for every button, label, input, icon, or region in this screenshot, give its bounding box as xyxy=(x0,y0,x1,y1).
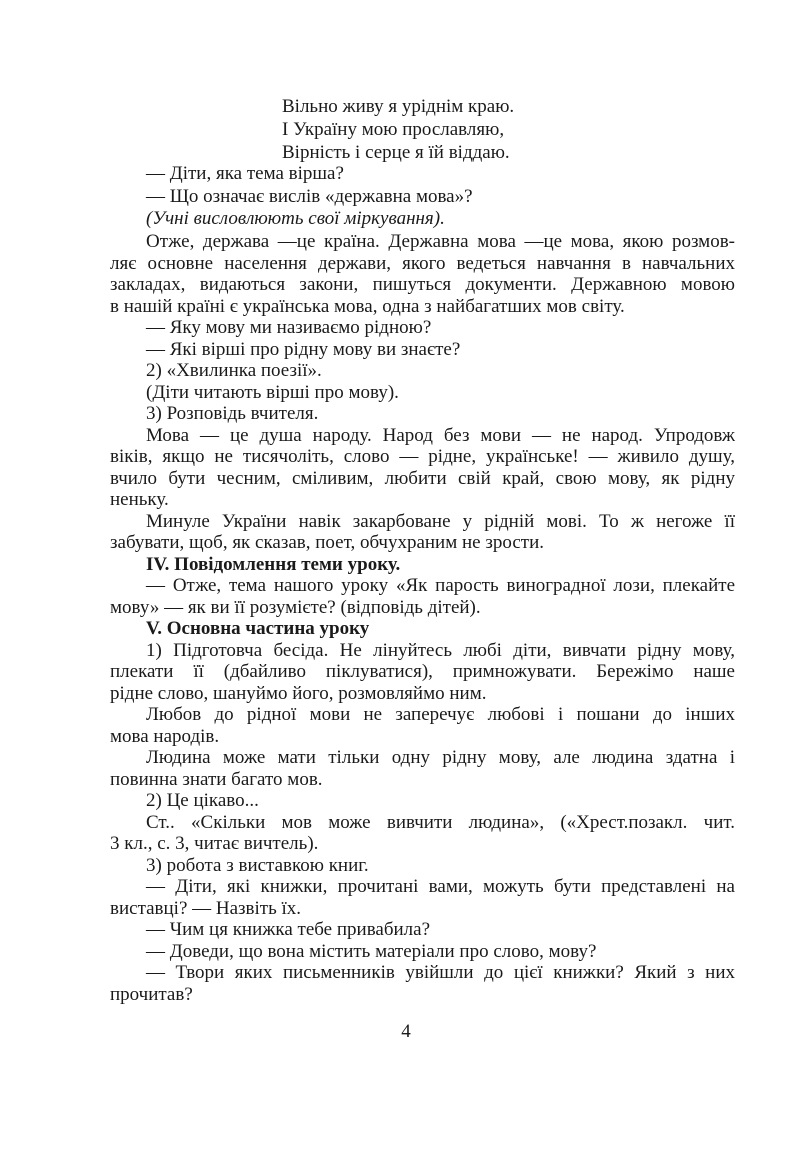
question-line: — Чим ця книжка тебе привабила? xyxy=(146,919,431,940)
paragraph-line: — Отже, тема нашого уроку «Як парость виноградної лози, плекайте xyxy=(146,575,735,596)
poem-line: Вірність і серце я їй віддаю. xyxy=(282,142,510,163)
paragraph-line: Минуле України навік закарбоване у рідній мові. То ж негоже її xyxy=(146,511,735,532)
paragraph-line: — Твори яких письменників увійшли до цієї книжки? Який з них xyxy=(146,962,735,983)
paragraph-line: 3 кл., с. 3, читає вичтель). xyxy=(110,833,319,854)
paragraph-line: Любов до рідної мови не заперечує любові і пошани до інших xyxy=(146,704,735,725)
list-item: 3) Розповідь вчителя. xyxy=(146,403,319,424)
question-line: — Що означає вислів «державна мова»? xyxy=(146,186,473,207)
paragraph-line: 1) Підготовча бесіда. Не лінуйтесь любі діти, вивчати рідну мову, xyxy=(146,640,735,661)
paragraph-line: Ст.. «Скільки мов може вивчити людина», («Хрест.позакл. чит. xyxy=(146,812,735,833)
list-item: 2) «Хвилинка поезії». xyxy=(146,360,322,381)
stage-direction: (Діти читають вірші про мову). xyxy=(146,382,399,403)
paragraph-line: вчило бути чесним, сміливим, любити свій край, свою мову, як рідну xyxy=(110,468,735,489)
page-number: 4 xyxy=(401,1021,411,1042)
paragraph-line: повинна знати багато мов. xyxy=(110,769,323,790)
paragraph-line: виставці? — Назвіть їх. xyxy=(110,898,302,919)
question-line: — Діти, яка тема вірша? xyxy=(146,163,344,184)
question-line: — Доведи, що вона містить матеріали про слово, мову? xyxy=(146,941,597,962)
paragraph-line: — Діти, які книжки, прочитані вами, можуть бути представлені на xyxy=(146,876,735,897)
paragraph-line: віків, якщо не тисячоліть, слово — рідне, українське! — живило душу, xyxy=(110,446,735,467)
paragraph-line: ляє основне населення держави, якого ведеться навчання в навчальних xyxy=(110,253,735,274)
list-item: 2) Це цікаво... xyxy=(146,790,259,811)
paragraph-line: в нашій країні є українська мова, одна з найбагатших мов світу. xyxy=(110,296,625,317)
section-heading: V. Основна частина уроку xyxy=(146,618,370,639)
section-heading: IV. Повідомлення теми уроку. xyxy=(146,554,401,575)
paragraph-line: закладах, видаються закони, пишуться документи. Державною мовою xyxy=(110,274,735,295)
paragraph-line: мову» — як ви її розумієте? (відповідь дітей). xyxy=(110,597,481,618)
question-line: — Яку мову ми називаємо рідною? xyxy=(146,317,432,338)
stage-direction: (Учні висловлюють свої міркування). xyxy=(146,208,445,229)
paragraph-line: Отже, держава —це країна. Державна мова —це мова, якою розмов- xyxy=(146,231,735,252)
question-line: — Які вірші про рідну мову ви знаєте? xyxy=(146,339,461,360)
paragraph-line: неньку. xyxy=(110,489,169,510)
paragraph-line: плекати її (дбайливо піклуватися), примножувати. Бережімо наше xyxy=(110,661,735,682)
paragraph-line: мова народів. xyxy=(110,726,220,747)
poem-line: І Україну мою прославляю, xyxy=(282,119,505,140)
paragraph-line: Людина може мати тільки одну рідну мову, але людина здатна і xyxy=(146,747,735,768)
poem-line: Вільно живу я уріднім краю. xyxy=(282,96,515,117)
paragraph-line: рідне слово, шануймо його, розмовляймо ним. xyxy=(110,683,487,704)
list-item: 3) робота з виставкою книг. xyxy=(146,855,369,876)
paragraph-line: Мова — це душа народу. Народ без мови — не народ. Упродовж xyxy=(146,425,735,446)
paragraph-line: забувати, щоб, як сказав, поет, обчухраним не зрости. xyxy=(110,532,544,553)
paragraph-line: прочитав? xyxy=(110,984,193,1005)
